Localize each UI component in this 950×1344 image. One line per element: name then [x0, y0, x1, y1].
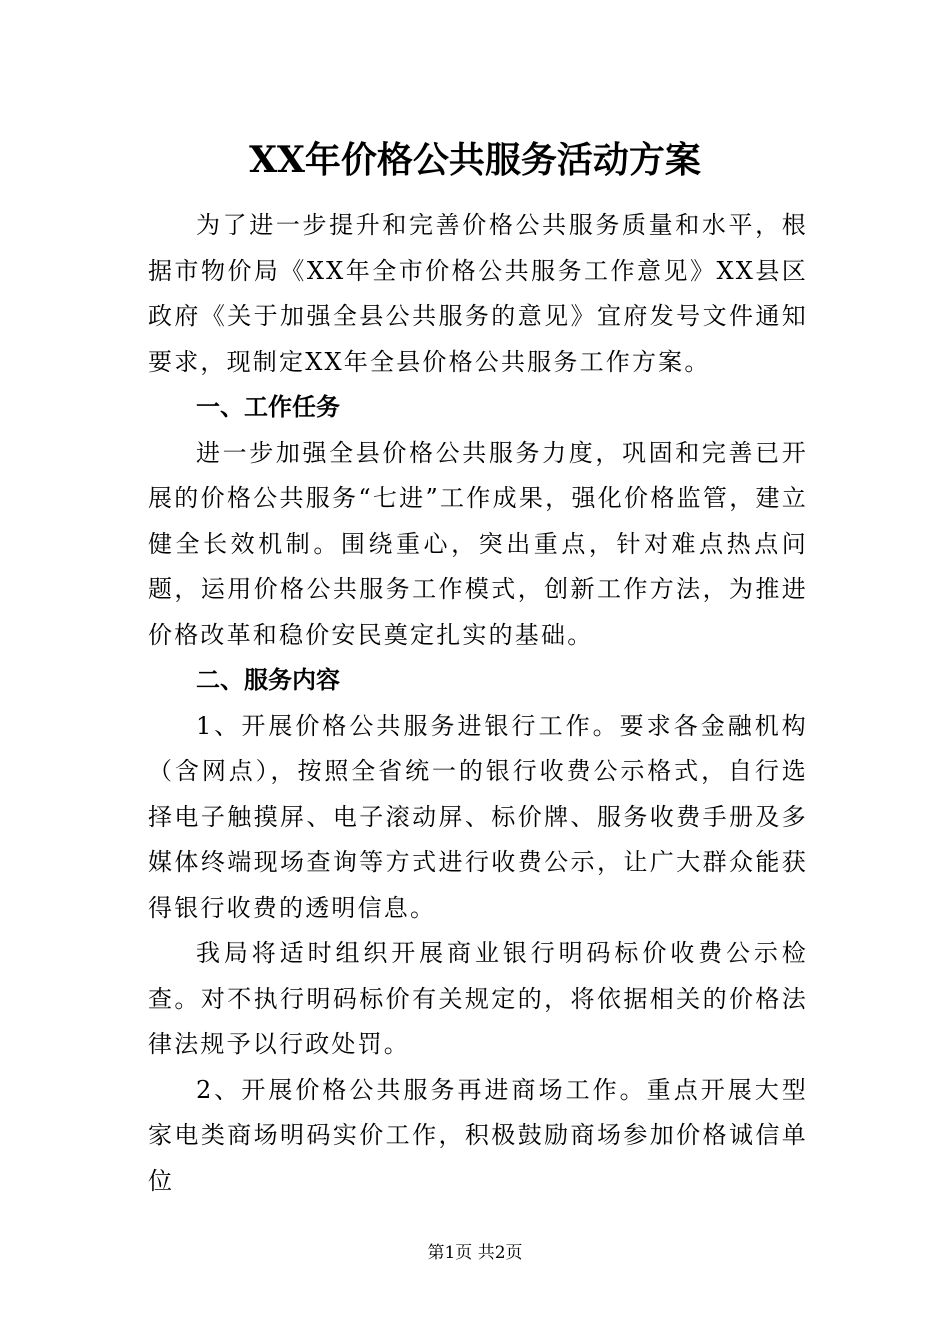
- page-footer: 第1页 共2页: [427, 1243, 523, 1263]
- service-item-1-paragraph: 1、开展价格公共服务进银行工作。要求各金融机构（含网点），按照全省统一的银行收费公示格式，自行选择电子触摸屏、电子滚动屏、标价牌、服务收费手册及多媒体终端现场查询等方式进行收费公示，让广大群众能获得银行收费的透明信息。: [148, 711, 808, 922]
- service-item-1-followup-paragraph: 我局将适时组织开展商业银行明码标价收费公示检查。对不执行明码标价有关规定的，将依据相关的价格法律法规予以行政处罚。: [148, 939, 808, 1058]
- document-body: [148, 203, 808, 1204]
- work-tasks-paragraph: 进一步加强全县价格公共服务力度，巩固和完善已开展的价格公共服务“七进”工作成果，强化价格监管，建立健全长效机制。围绕重心，突出重点，针对难点热点问题，运用价格公共服务工作模式，创新工作方法，为推进价格改革和稳价安民奠定扎实的基础。: [148, 438, 808, 649]
- page-title: XX年价格公共服务活动方案: [249, 139, 701, 181]
- section-heading-service-content: 二、服务内容: [196, 666, 340, 694]
- section-heading-work-tasks: 一、工作任务: [196, 393, 340, 421]
- service-item-2-paragraph: 2、开展价格公共服务再进商场工作。重点开展大型家电类商场明码实价工作，积极鼓励商场参加价格诚信单位: [148, 1075, 808, 1195]
- intro-paragraph: 为了进一步提升和完善价格公共服务质量和水平，根据市物价局《XX年全市价格公共服务工作意见》XX县区政府《关于加强全县公共服务的意见》宜府发号文件通知要求，现制定XX年全县价格公共服务工作方案。: [148, 211, 808, 376]
